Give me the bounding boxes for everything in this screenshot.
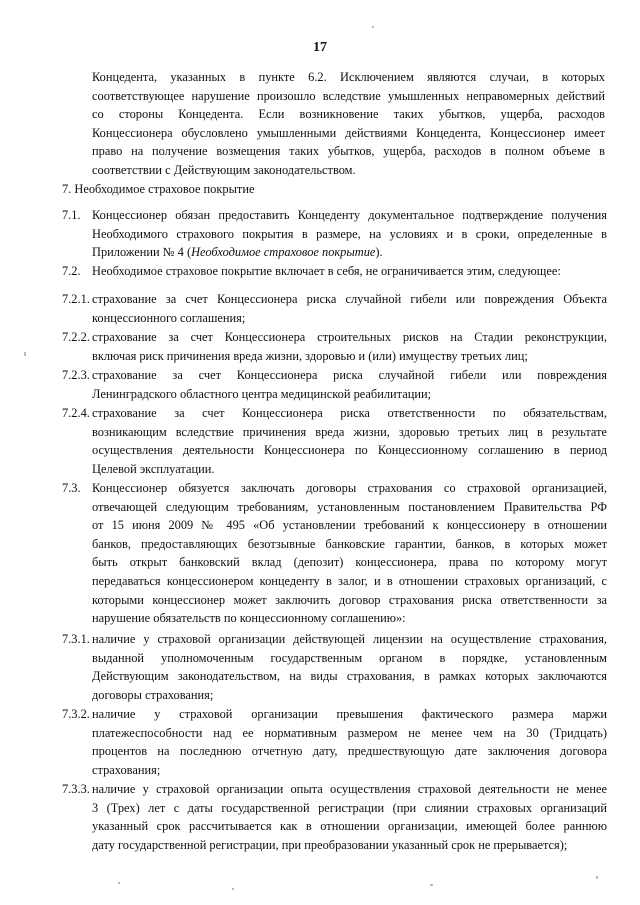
text-line: банков, предоставляющих безотзывные банковские гарантии, банков, в которых может: [92, 536, 607, 551]
clause-7-3-1: [62, 630, 607, 704]
clause-7-1: [62, 206, 607, 262]
clause-7-2: [62, 262, 607, 281]
clause-text: [92, 630, 607, 704]
text-line: соответствующее нарушение произошло вследствие умышленных неправомерных действий: [92, 88, 605, 103]
clause-text: [92, 479, 607, 628]
text-line: Концессионер обязан предоставить Концеденту документальное подтверждение получения: [92, 208, 607, 222]
text-line: от 15 июня 2009 № 495 «Об установлении требований к концессионеру в отношении: [92, 518, 607, 533]
text-line: нарушение обязательств по концессионному соглашению»:: [92, 611, 406, 626]
clause-text: [92, 366, 607, 403]
text-line: страхование за счет Концессионера риска случайной гибели или повреждения: [92, 368, 607, 382]
clause-number: 7.2.2.: [62, 330, 90, 344]
clause-number: 7.3.2.: [62, 707, 90, 721]
text-line: право на получение возмещения таких убытков, ущерба, расходов в полном объеме в: [92, 144, 605, 159]
text-line: выданной уполномоченным государственным органом в порядке, установленным: [92, 650, 607, 665]
page-number: 17: [313, 40, 327, 55]
text-line: договоры страхования;: [92, 687, 214, 702]
clause-7-2-3: [62, 366, 607, 403]
intro-paragraph: [92, 68, 605, 180]
text-line: Необходимое страховое покрытие включает в себя, не ограничивается этим, следующее:: [92, 264, 561, 278]
scan-speck: [24, 352, 26, 356]
appendix-title-italic: Необходимое страховое покрытие: [191, 245, 376, 260]
text-line: указанный срок рассчитывается как в отношении организации, имеющей более раннюю: [92, 819, 607, 834]
text-line: возникающим вследствие причинения вреда жизни, здоровью третьих лиц в результате: [92, 424, 607, 439]
clause-7-3: [62, 479, 607, 628]
text-line: Ленинградского областного центра медицинской реабилитации;: [92, 386, 432, 401]
text-line: [92, 243, 607, 262]
text-line: страхование за счет Концессионера риска случайной гибели или повреждения Объекта: [92, 292, 607, 306]
text-line: соответствии с Действующим законодательством.: [92, 162, 356, 177]
text-line: страхования;: [92, 762, 161, 777]
scan-speck: [372, 26, 374, 28]
clause-number: 7.3.3.: [62, 782, 90, 796]
text-line: Целевой эксплуатации.: [92, 461, 215, 476]
text-line: отвечающей следующим требованиям, установленным постановлением Правительства РФ: [92, 499, 607, 514]
text-line: Действующим законодательством, на виды страхования, в рамках которых заключаются: [92, 669, 607, 684]
text-line: наличие у страховой организации действующей лицензии на осуществление страхования,: [92, 632, 607, 646]
text-line: которыми концессионер может заключить договор страхования риска ответственности за: [92, 592, 607, 607]
clause-number: 7.1.: [62, 208, 81, 222]
clause-text: [92, 705, 607, 779]
text-line: со стороны Концедента. Если возникновение таких убытков, ущерба, расходов: [92, 107, 605, 122]
clause-number: 7.3.1.: [62, 632, 90, 646]
text-line: Концессионер обязуется заключать договоры страхования со страховой организацией,: [92, 481, 607, 495]
clause-text: [92, 328, 607, 365]
text-line: страхование за счет Концессионера строительных рисков на Стадии реконструкции,: [92, 330, 607, 344]
clause-number: 7.2.3.: [62, 368, 90, 382]
text-line: осуществления деятельности Концессионера по Концессионному соглашению в период: [92, 443, 607, 458]
scan-speck: [430, 884, 433, 886]
clause-text: [92, 290, 607, 327]
text-line: включая риск причинения вреда жизни, здоровью и (или) имуществу третьих лиц;: [92, 348, 528, 363]
scan-speck: [118, 882, 120, 884]
section-heading: 7. Необходимое страховое покрытие: [62, 182, 255, 196]
clause-number: 7.3.: [62, 481, 81, 495]
text-line: процентов на последнюю отчетную дату, предшествующую дате заключения договора: [92, 744, 607, 759]
text-line: Необходимого страхового покрытия в размере, на условиях и в сроки, определенные в: [92, 226, 607, 241]
text-line: дату государственной регистрации, при преобразовании указанный срок не прерывается);: [92, 837, 568, 852]
scan-speck: [596, 876, 598, 879]
clause-7-3-3: [62, 780, 607, 854]
text-fragment: ).: [375, 245, 383, 260]
clause-7-2-1: [62, 290, 607, 327]
clause-number: 7.2.1.: [62, 292, 90, 306]
clause-7-2-2: [62, 328, 607, 365]
clause-text: [92, 780, 607, 854]
clause-text: [92, 206, 607, 262]
clause-number: 7.2.4.: [62, 406, 90, 420]
text-line: концессионного соглашения;: [92, 310, 246, 325]
clause-7-3-2: [62, 705, 607, 779]
text-line: наличие у страховой организации превышения фактического размера маржи: [92, 707, 607, 721]
text-line: наличие у страховой организации опыта осуществления страховой деятельности не менее: [92, 782, 607, 796]
text-line: передаваться концессионером концеденту в залог, и в отношении страховых организаций, с: [92, 573, 607, 588]
text-line: 3 (Трех) лет с даты государственной регистрации (при слиянии страховых организаций: [92, 800, 607, 815]
text-line: Концедента, указанных в пункте 6.2. Исключением являются случаи, в которых: [92, 70, 605, 84]
text-line: быть открыт банковский вклад (депозит) концессионера, права по которому могут: [92, 555, 607, 570]
text-line: страхование за счет Концессионера риска ответственности по обязательствам,: [92, 406, 607, 420]
clause-text: [92, 404, 607, 478]
clause-number: 7.2.: [62, 264, 81, 278]
clause-text: [92, 262, 607, 281]
text-fragment: Приложении № 4 (: [92, 245, 192, 260]
text-line: платежеспособности над ее нормативным размером не менее чем на 30 (Тридцать): [92, 725, 607, 740]
text-line: Концессионера обусловлено умышленными действиями Концедента, Концессионер имеет: [92, 125, 605, 140]
clause-7-2-4: [62, 404, 607, 478]
scan-speck: [232, 888, 234, 890]
